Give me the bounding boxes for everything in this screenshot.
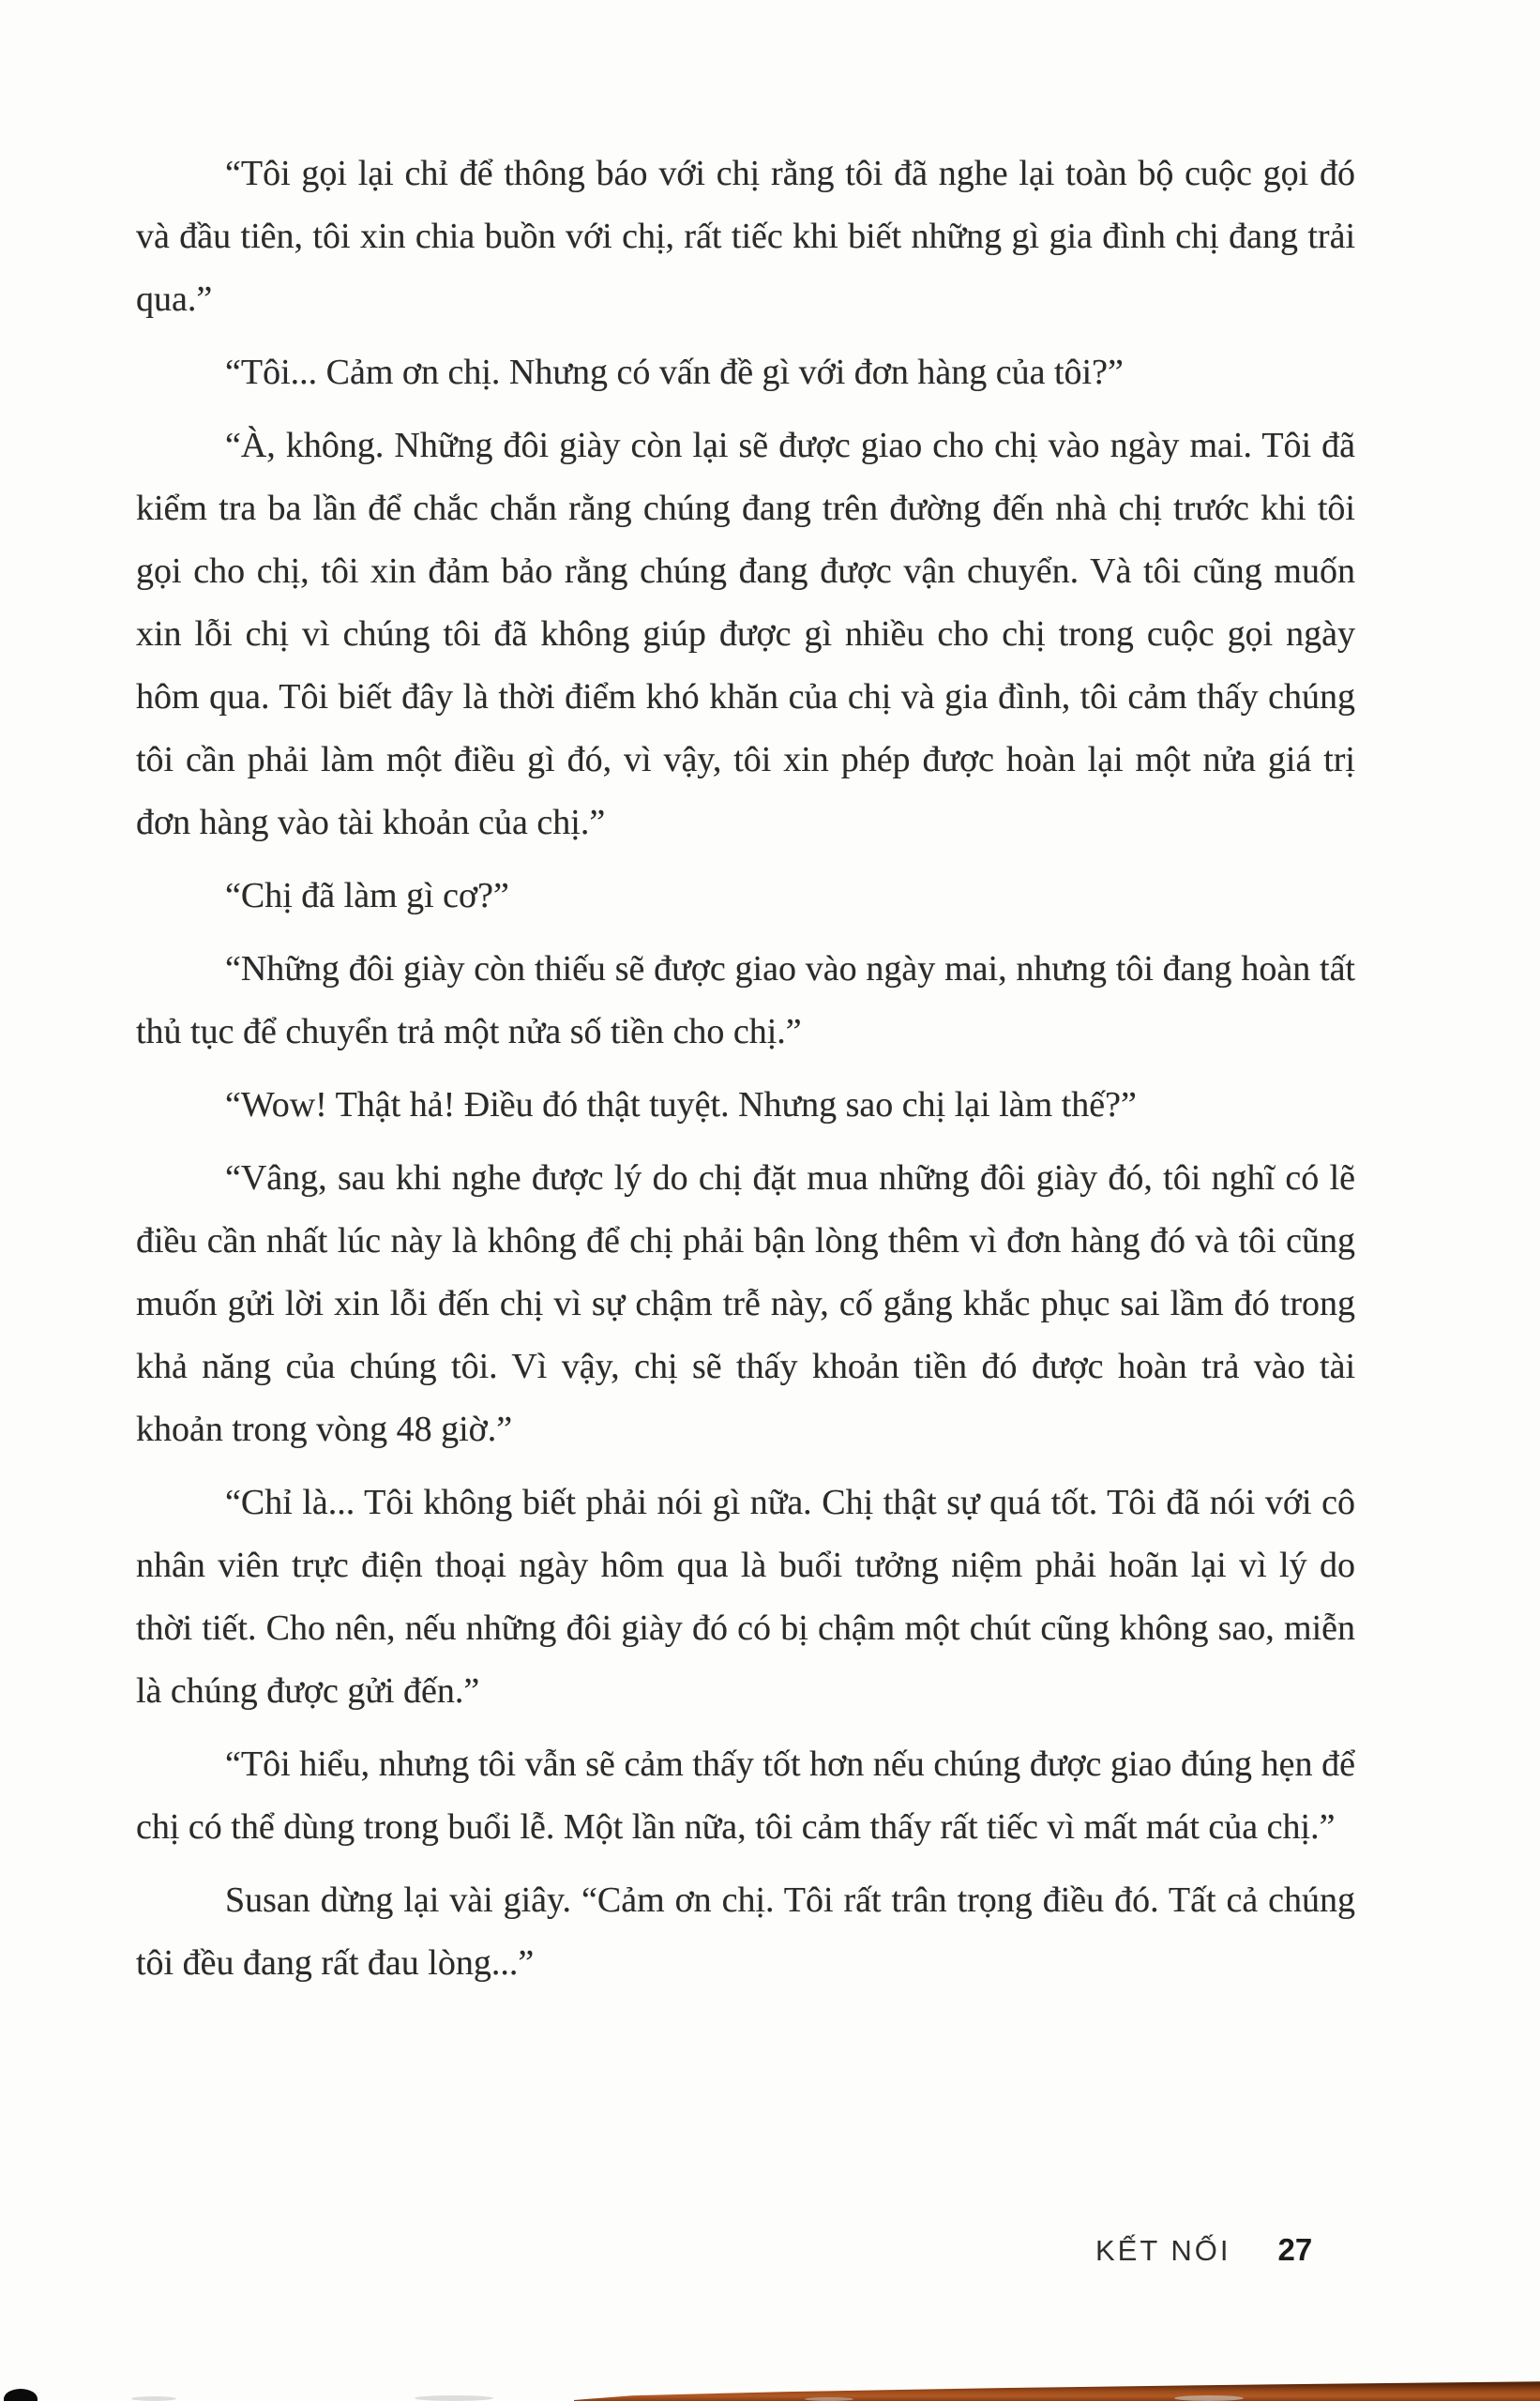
scan-smudge [415, 2395, 493, 2401]
paragraph: “Tôi gọi lại chỉ để thông báo với chị rằng tôi đã nghe lại toàn bộ cuộc gọi đó và đầu tiên, tôi xin chia buồn với chị, rất tiếc khi biết những gì gia đình chị đang trải qua.” [136, 154, 1355, 319]
paragraph: “Wow! Thật hả! Điều đó thật tuyệt. Nhưng sao chị lại làm thế?” [225, 1085, 1137, 1125]
running-footer-label: KẾT NỐI [1095, 2234, 1231, 2267]
paragraph: “Chỉ là... Tôi không biết phải nói gì nữa. Chị thật sự quá tốt. Tôi đã nói với cô nhân viên trực điện thoại ngày hôm qua là buổi tưởng niệm phải hoãn lại vì lý do thời tiết. Cho nên, nếu những đôi giày đó có bị chậm một chút cũng không sao, miễn là chúng được gửi đến.” [136, 1483, 1355, 1711]
body-text [136, 143, 1355, 2005]
paragraph: “À, không. Những đôi giày còn lại sẽ được giao cho chị vào ngày mai. Tôi đã kiểm tra ba lần để chắc chắn rằng chúng đang trên đường đến nhà chị trước khi tôi gọi cho chị, tôi xin đảm bảo rằng chúng đang được vận chuyển. Và tôi cũng muốn xin lỗi chị vì chúng tôi đã không giúp được gì nhiều cho chị trong cuộc gọi ngày hôm qua. Tôi biết đây là thời điểm khó khăn của chị và gia đình, tôi cảm thấy chúng tôi cần phải làm một điều gì đó, vì vậy, tôi xin phép được hoàn lại một nửa giá trị đơn hàng vào tài khoản của chị.” [136, 426, 1355, 842]
paragraph: “Vâng, sau khi nghe được lý do chị đặt mua những đôi giày đó, tôi nghĩ có lẽ điều cần nhất lúc này là không để chị phải bận lòng thêm vì đơn hàng đó và tôi cũng muốn gửi lời xin lỗi đến chị vì sự chậm trễ này, cố gắng khắc phục sai lầm đó trong khả năng của chúng tôi. Vì vậy, chị sẽ thấy khoản tiền đó được hoàn trả vào tài khoản trong vòng 48 giờ.” [136, 1158, 1355, 1449]
paragraph: “Tôi hiểu, nhưng tôi vẫn sẽ cảm thấy tốt hơn nếu chúng được giao đúng hẹn để chị có thể dùng trong buổi lễ. Một lần nữa, tôi cảm thấy rất tiếc vì mất mát của chị.” [136, 1744, 1355, 1847]
page-number: 27 [1277, 2232, 1313, 2267]
running-footer [1095, 2232, 1312, 2268]
paragraph: “Tôi... Cảm ơn chị. Nhưng có vấn đề gì với đơn hàng của tôi?” [225, 353, 1124, 392]
scan-artifact-blob [4, 2389, 38, 2401]
scan-smudge [131, 2396, 176, 2401]
paragraph: Susan dừng lại vài giây. “Cảm ơn chị. Tôi rất trân trọng điều đó. Tất cả chúng tôi đều đang rất đau lòng...” [136, 1880, 1355, 1983]
paragraph: “Chị đã làm gì cơ?” [225, 876, 509, 915]
paragraph: “Những đôi giày còn thiếu sẽ được giao vào ngày mai, nhưng tôi đang hoàn tất thủ tục để chuyển trả một nửa số tiền cho chị.” [136, 949, 1355, 1051]
scan-smudge [1174, 2395, 1244, 2401]
table-edge [574, 2377, 1540, 2401]
scan-smudge [805, 2397, 853, 2401]
